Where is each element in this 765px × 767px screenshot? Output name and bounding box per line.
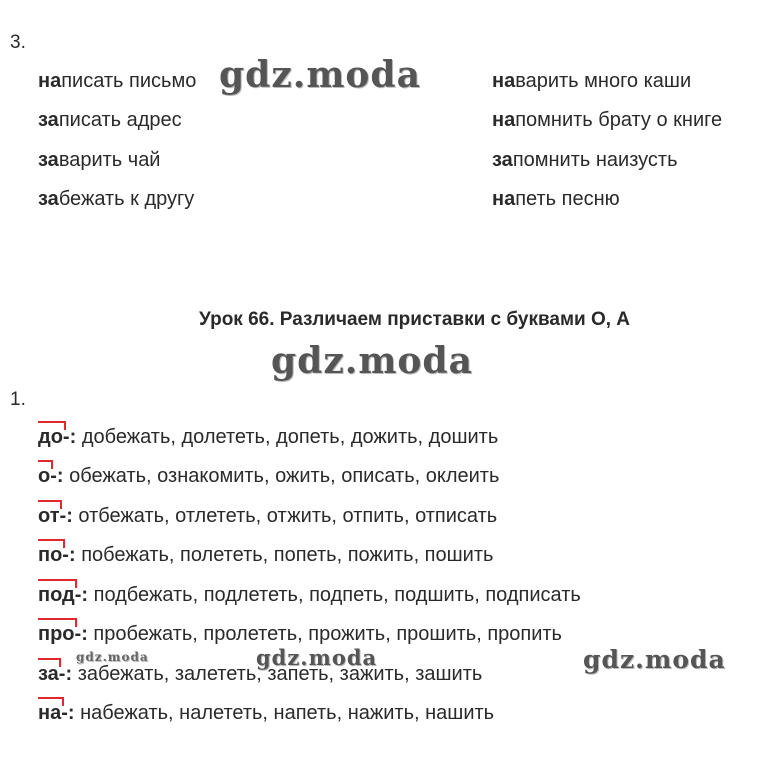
prefix-mark: под-	[38, 584, 82, 606]
ex3-right-item-4: напеть песню	[492, 188, 620, 210]
lesson-title: Урок 66. Различаем приставки с буквами О, А	[199, 309, 631, 330]
prefix-mark: по-	[38, 544, 69, 566]
ex1-row-o: о-: обежать, ознакомить, ожить, описать, оклеить	[38, 465, 500, 487]
prefix-mark: про-	[38, 623, 82, 645]
ex1-row-za: за-: забежать, залететь, запеть, зажить, зашить	[38, 663, 483, 685]
ex1-row-na: на-: набежать, налететь, напеть, нажить, нашить	[38, 702, 495, 724]
watermark-top: gdz.moda	[219, 54, 421, 96]
ex1-row-pod: под-: подбежать, подлететь, подпеть, подшить, подписать	[38, 584, 581, 606]
watermark-center-bottom: gdz.moda	[256, 645, 378, 670]
ex3-right-item-1: наварить много каши	[492, 70, 692, 92]
exercise-3-number: 3.	[10, 32, 26, 53]
ex1-row-ot: от-: отбежать, отлететь, отжить, отпить, отписать	[38, 505, 498, 527]
ex3-right-item-2: напомнить брату о книге	[492, 109, 723, 131]
ex1-row-pro: про-: пробежать, пролететь, прожить, прошить, пропить	[38, 623, 562, 645]
ex3-left-item-1: написать письмо	[38, 70, 197, 92]
ex3-left-item-2: записать адрес	[38, 109, 182, 131]
ex3-right-item-3: запомнить наизусть	[492, 149, 678, 171]
prefix-mark: до-	[38, 426, 70, 448]
ex3-left-item-4: забежать к другу	[38, 188, 195, 210]
exercise-1-number: 1.	[10, 389, 26, 410]
ex1-row-po: по-: побежать, полететь, попеть, пожить, пошить	[38, 544, 494, 566]
watermark-right-bottom: gdz.moda	[583, 645, 726, 674]
ex3-left-item-3: заварить чай	[38, 149, 161, 171]
watermark-small: gdz.moda	[76, 650, 149, 664]
prefix-mark: о-	[38, 465, 57, 487]
watermark-middle: gdz.moda	[271, 340, 473, 382]
prefix-mark: на-	[38, 702, 68, 724]
ex1-row-do: до-: добежать, долететь, допеть, дожить, дошить	[38, 426, 499, 448]
prefix-mark: от-	[38, 505, 67, 527]
prefix-mark: за-	[38, 663, 66, 685]
